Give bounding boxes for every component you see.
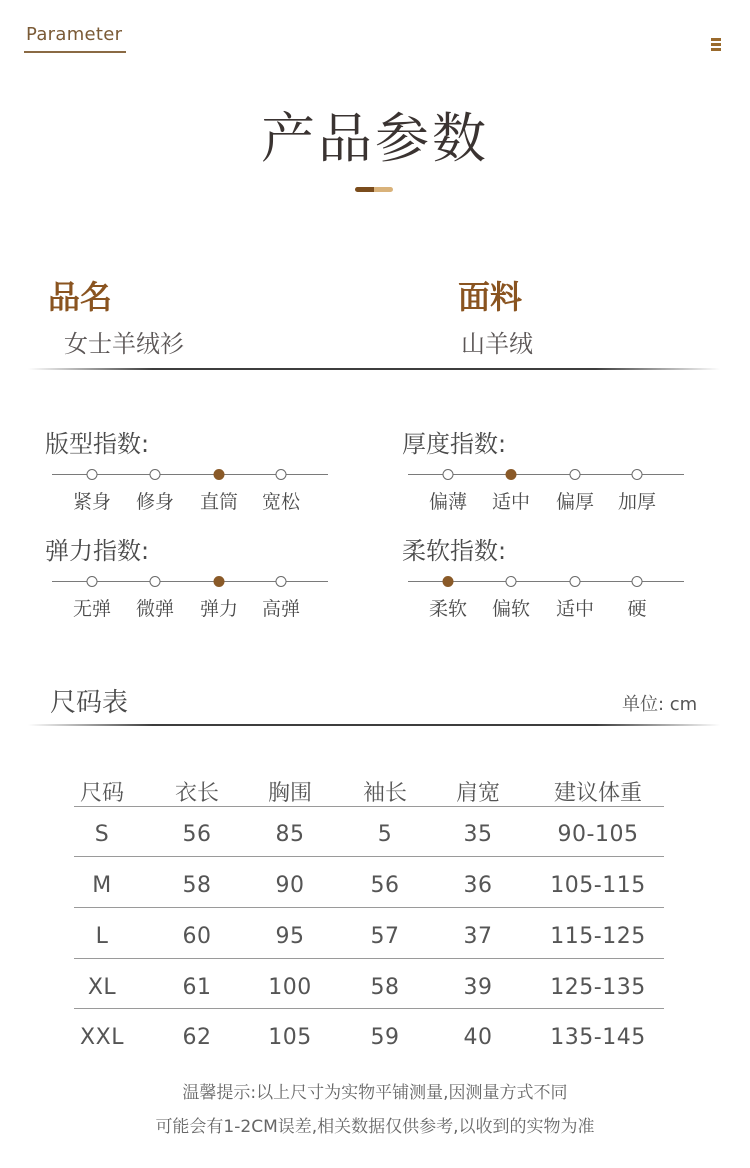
table-row-line bbox=[74, 856, 664, 857]
product-name-label: 品名 bbox=[48, 278, 113, 316]
scale-option-label: 加厚 bbox=[617, 491, 657, 513]
scale-option-label: 宽松 bbox=[261, 491, 301, 513]
index-title: 柔软指数: bbox=[402, 537, 507, 565]
scale-dot-selected bbox=[214, 469, 225, 480]
table-cell: 35 bbox=[463, 822, 493, 847]
table-row-line bbox=[74, 958, 664, 959]
page-title: 产品参数 bbox=[261, 107, 489, 170]
table-cell: 61 bbox=[182, 975, 212, 1000]
scale-option-label: 硬 bbox=[627, 598, 647, 620]
scale-dot bbox=[276, 576, 287, 587]
table-cell: 37 bbox=[463, 924, 493, 949]
index-title: 厚度指数: bbox=[402, 430, 507, 458]
table-cell: 36 bbox=[463, 873, 493, 898]
section-divider bbox=[28, 368, 720, 370]
table-cell: S bbox=[94, 822, 110, 847]
note-line-1: 温馨提示:以上尺寸为实物平铺测量,因测量方式不同 bbox=[182, 1083, 568, 1103]
scale-dot bbox=[506, 576, 517, 587]
table-row-line bbox=[74, 1008, 664, 1009]
table-cell: 90-105 bbox=[557, 822, 639, 847]
table-cell: XXL bbox=[80, 1025, 124, 1050]
table-cell: 85 bbox=[275, 822, 305, 847]
table-cell: 58 bbox=[370, 975, 400, 1000]
scale-dot-selected bbox=[443, 576, 454, 587]
table-cell: L bbox=[95, 924, 109, 949]
scale-option-label: 适中 bbox=[491, 491, 531, 513]
table-header-cell: 肩宽 bbox=[455, 781, 501, 806]
scale-dot bbox=[570, 576, 581, 587]
scale-dot bbox=[87, 469, 98, 480]
size-chart-unit: 单位: cm bbox=[622, 694, 698, 715]
scale-option-label: 高弹 bbox=[261, 598, 301, 620]
scale-dot bbox=[87, 576, 98, 587]
table-row-line bbox=[74, 806, 664, 807]
scale-option-label: 偏厚 bbox=[555, 491, 595, 513]
scale-dot bbox=[443, 469, 454, 480]
parameter-underline bbox=[24, 51, 126, 53]
fabric-value: 山羊绒 bbox=[461, 330, 533, 358]
table-cell: 39 bbox=[463, 975, 493, 1000]
table-cell: 125-135 bbox=[550, 975, 646, 1000]
scale-dot bbox=[570, 469, 581, 480]
index-scale bbox=[52, 568, 328, 618]
size-chart-title: 尺码表 bbox=[50, 688, 129, 718]
scale-dot-selected bbox=[506, 469, 517, 480]
table-cell: 5 bbox=[377, 822, 393, 847]
scale-option-label: 柔软 bbox=[428, 598, 468, 620]
table-row-line bbox=[74, 907, 664, 908]
index-title: 版型指数: bbox=[45, 430, 150, 458]
scale-option-label: 弹力 bbox=[199, 598, 239, 620]
scale-option-label: 无弹 bbox=[72, 598, 112, 620]
note-line-2: 可能会有1-2CM误差,相关数据仅供参考,以收到的实物为准 bbox=[155, 1117, 595, 1137]
scale-option-label: 紧身 bbox=[72, 491, 112, 513]
index-scale bbox=[408, 568, 684, 618]
scale-dot-selected bbox=[214, 576, 225, 587]
scale-option-label: 偏薄 bbox=[428, 491, 468, 513]
table-cell: 56 bbox=[370, 873, 400, 898]
table-cell: 60 bbox=[182, 924, 212, 949]
index-scale bbox=[408, 461, 684, 511]
menu-icon[interactable] bbox=[711, 38, 721, 51]
scale-option-label: 直筒 bbox=[199, 491, 239, 513]
table-cell: 135-145 bbox=[550, 1025, 646, 1050]
scale-dot bbox=[150, 469, 161, 480]
index-scale bbox=[52, 461, 328, 511]
table-cell: 115-125 bbox=[550, 924, 646, 949]
fabric-label: 面料 bbox=[458, 278, 523, 316]
table-header-cell: 尺码 bbox=[79, 781, 125, 806]
table-cell: 40 bbox=[463, 1025, 493, 1050]
table-cell: 95 bbox=[275, 924, 305, 949]
table-cell: 105 bbox=[268, 1025, 312, 1050]
index-title: 弹力指数: bbox=[45, 537, 150, 565]
scale-dot bbox=[632, 469, 643, 480]
table-header-cell: 胸围 bbox=[267, 781, 313, 806]
table-cell: 58 bbox=[182, 873, 212, 898]
scale-dot bbox=[150, 576, 161, 587]
table-header-cell: 建议体重 bbox=[553, 781, 643, 806]
table-header-cell: 袖长 bbox=[362, 781, 408, 806]
table-cell: 90 bbox=[275, 873, 305, 898]
table-header-cell: 衣长 bbox=[174, 781, 220, 806]
scale-option-label: 修身 bbox=[135, 491, 175, 513]
table-cell: 100 bbox=[268, 975, 312, 1000]
scale-option-label: 微弹 bbox=[135, 598, 175, 620]
scale-dot bbox=[276, 469, 287, 480]
table-cell: XL bbox=[87, 975, 117, 1000]
table-cell: M bbox=[92, 873, 112, 898]
parameter-tag: Parameter bbox=[26, 24, 123, 45]
scale-option-label: 偏软 bbox=[491, 598, 531, 620]
scale-option-label: 适中 bbox=[555, 598, 595, 620]
scale-dot bbox=[632, 576, 643, 587]
table-cell: 62 bbox=[182, 1025, 212, 1050]
product-name-value: 女士羊绒衫 bbox=[64, 330, 184, 358]
table-cell: 56 bbox=[182, 822, 212, 847]
table-cell: 59 bbox=[370, 1025, 400, 1050]
size-chart-divider bbox=[28, 724, 720, 726]
title-accent-bar bbox=[355, 187, 393, 192]
table-cell: 57 bbox=[370, 924, 400, 949]
table-cell: 105-115 bbox=[550, 873, 646, 898]
